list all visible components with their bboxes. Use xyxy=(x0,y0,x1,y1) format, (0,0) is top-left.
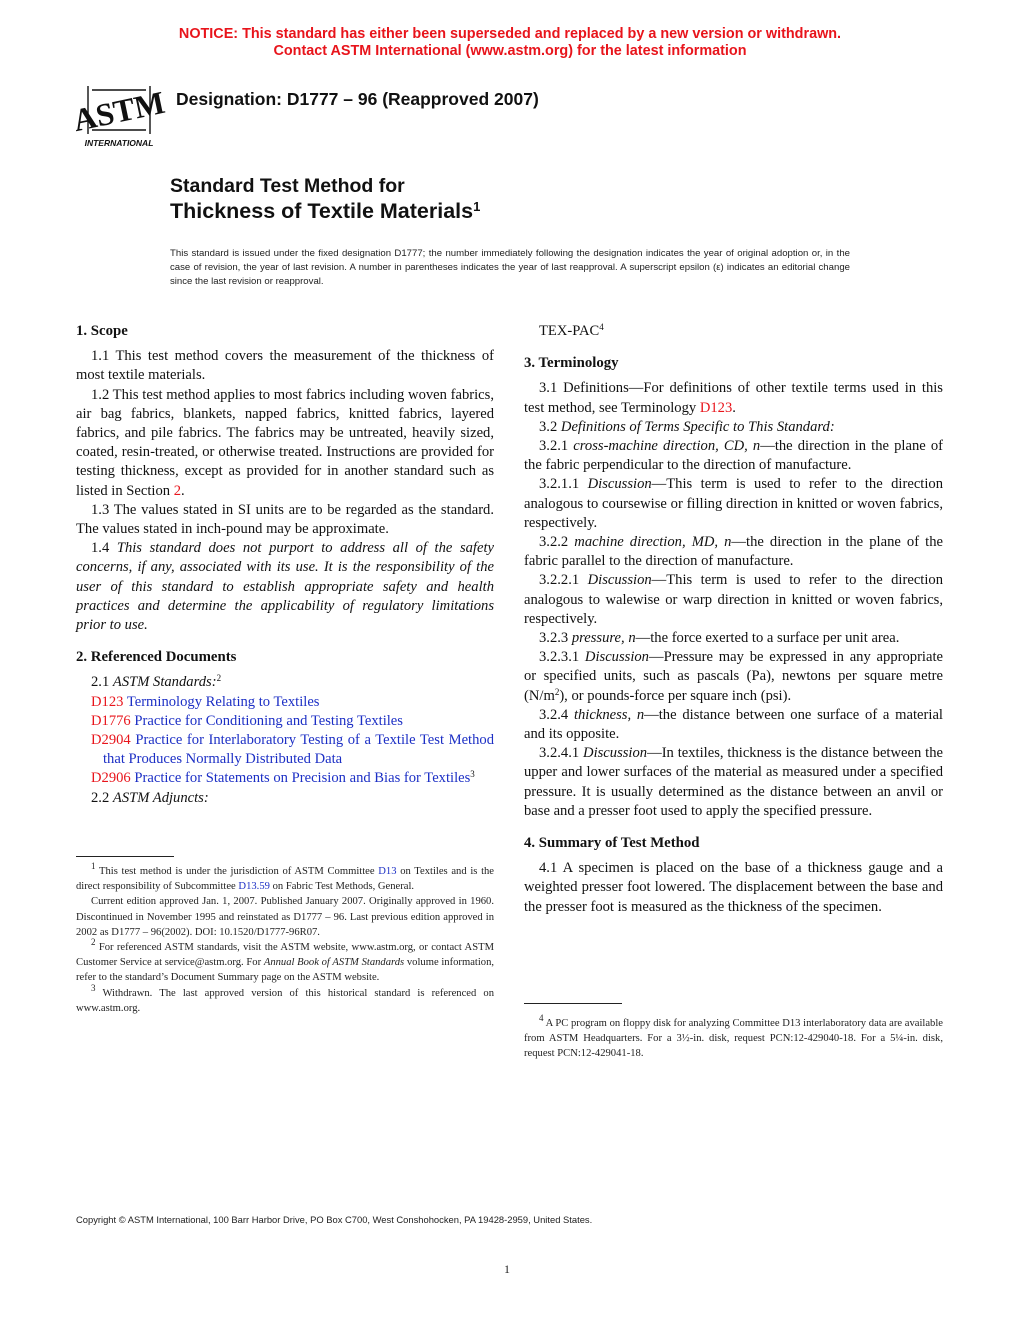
para-num: 3.2.1.1 xyxy=(539,476,580,493)
fn-num: 3 xyxy=(91,982,96,993)
discussion-text-b: ), or pounds-force per square inch (psi). xyxy=(559,687,792,704)
para-3-2-1 xyxy=(524,437,943,475)
ref-code[interactable]: D123 xyxy=(91,693,124,710)
fn1-text-a: This test method is under the jurisdiction of ASTM Committee xyxy=(99,866,375,877)
title-line-2-text: Thickness of Textile Materials xyxy=(170,199,474,223)
para-2-2 xyxy=(76,789,494,808)
texpac-adjunct xyxy=(524,322,943,341)
fn2-text-a: For referenced ASTM standards, visit the ASTM website, www.astm.org, or contact ASTM Customer Service at service@astm.org. For xyxy=(76,942,494,969)
ref-title[interactable]: Practice for Conditioning and Testing Textiles xyxy=(134,712,403,729)
para-num: 3.2.4.1 xyxy=(539,745,580,762)
logo-subtext: INTERNATIONAL xyxy=(84,138,154,148)
para-4-1: 4.1 A specimen is placed on the base of a thickness gauge and a weighted presser foot lowered. The displacement between the base and the presser foot is measured as the thickness of the specimen. xyxy=(524,860,943,915)
para-2-1 xyxy=(76,673,494,692)
para-2-2-text: ASTM Adjuncts: xyxy=(112,789,209,806)
copyright-line: Copyright © ASTM International, 100 Barr Harbor Drive, PO Box C700, West Conshohocken, PA 19428-2959, United States. xyxy=(76,1214,593,1225)
ref-d1776[interactable] xyxy=(76,712,494,731)
fn1-text-c: on Fabric Test Methods, General. xyxy=(272,881,415,893)
issuance-note: This standard is issued under the fixed designation D1777; the number immediately following the designation indicates the year of original adoption or, in the case of revision, the year of last revision. A number in parentheses indicates the year of last reapproval. A superscript epsilon (ε) indicates an editorial change since the last revision or reapproval. xyxy=(170,248,850,287)
para-num: 3.2.2.1 xyxy=(539,572,580,589)
texpac-text: TEX-PAC xyxy=(539,323,600,339)
notice-line-2: Contact ASTM International (www.astm.org) for the latest information xyxy=(273,43,747,59)
ref-code[interactable]: D2906 xyxy=(91,770,131,787)
footnote-rule-left xyxy=(76,856,174,857)
term: cross-machine direction, CD, n xyxy=(573,438,761,455)
footnote-1 xyxy=(76,861,495,894)
para-num: 3.2.3.1 xyxy=(539,649,580,666)
para-3-2-2 xyxy=(524,533,943,571)
para-3-2 xyxy=(524,418,943,437)
para-3-1-end: . xyxy=(732,399,736,416)
texpac-sup: 4 xyxy=(599,322,604,332)
para-1-4-num: 1.4 xyxy=(91,540,110,557)
ref-d2904[interactable] xyxy=(76,731,494,769)
discussion-label: Discussion xyxy=(584,649,649,666)
fn2-text-b: volume information, refer to the standard’s Document Summary page on the ASTM website. xyxy=(76,957,495,984)
para-3-2-2-1 xyxy=(524,571,943,629)
footnotes-left xyxy=(76,861,495,1016)
fn3-text: Withdrawn. The last approved version of this historical standard is referenced on www.astm.org. xyxy=(76,987,494,1014)
para-1-1: 1.1 This test method covers the measurement of the thickness of most textile materials. xyxy=(76,348,494,384)
astm-logo xyxy=(69,76,168,150)
notice-line-1: NOTICE: This standard has either been superseded and replaced by a new version or withdrawn. xyxy=(178,26,842,42)
para-1-4-text: This standard does not purport to address all of the safety concerns, if any, associated with its use. It is the responsibility of the user of this standard to establish appropriate safety and health practices and determine the applicability of regulatory limitations prior to use. xyxy=(76,540,494,634)
para-3-1-text: 3.1 Definitions—For definitions of other textile terms used in this test method, see Terminology xyxy=(524,380,943,416)
right-column xyxy=(524,322,943,917)
definition: —the distance between one surface of a material and its opposite. xyxy=(524,706,943,743)
title-line-1: Standard Test Method for xyxy=(170,175,405,197)
term: thickness, n xyxy=(573,706,645,723)
footnote-2 xyxy=(76,937,495,986)
para-1-2 xyxy=(76,386,494,501)
discussion-text: —This term is used to refer to the direction analogous to walewise or warp direction in knitted or woven fabrics, respectively. xyxy=(524,572,944,627)
ref-title[interactable]: Practice for Interlaboratory Testing of a Textile Test Method that Produces Normally Distributed Data xyxy=(103,732,494,768)
para-3-1 xyxy=(524,379,943,417)
footnote-rule-right xyxy=(524,1003,622,1004)
ref-title[interactable]: Practice for Statements on Precision and Bias for Textiles xyxy=(134,770,471,787)
para-2-2-num: 2.2 xyxy=(91,789,110,806)
para-num: 3.2.3 xyxy=(539,630,569,647)
definition: —the direction in the plane of the fabric parallel to the direction of manufacture. xyxy=(524,534,943,570)
ref-d123[interactable] xyxy=(76,693,494,712)
para-1-2-end: . xyxy=(181,482,185,499)
para-3-2-3-1 xyxy=(524,648,943,706)
footnote-3 xyxy=(76,982,494,1016)
fn1-text-b: on Textiles and is the direct responsibility of Subcommittee xyxy=(76,866,495,893)
para-2-1-text: ASTM Standards: xyxy=(112,674,217,691)
ref-d2906[interactable] xyxy=(76,769,494,788)
logo-mark-text: ASTM xyxy=(69,83,168,139)
discussion-text: —In textiles, thickness is the distance between the upper and lower surfaces of the material as measured under a specified pressure. It is usually determined as the distance between an anvil or base and a presser foot used to apply the specified pressure. xyxy=(524,745,943,819)
para-1-2-text: 1.2 This test method applies to most fabrics including woven fabrics, air bag fabrics, blankets, napped fabrics, knitted fabrics, layered fabrics, and pile fabrics. The fabrics may be untreated, heavily sized, coated, resin-treated, or otherwise treated. Instructions are provided for testing thickness, except as provided for in another standard such as listed in Section xyxy=(76,386,494,499)
fn2-italic: Annual Book of ASTM Standards xyxy=(263,957,405,969)
discussion-text-a: —Pressure may be expressed in any appropriate or specified units, such as pascals (Pa), newtons per square metre (N/m xyxy=(524,649,943,704)
d13-link[interactable]: D13 xyxy=(378,866,397,877)
para-num: 3.2.2 xyxy=(539,534,569,551)
para-3-2-text: Definitions of Terms Specific to This Standard: xyxy=(560,418,835,435)
para-1-3: 1.3 The values stated in SI units are to be regarded as the standard. The values stated in inch-pound may be approximate. xyxy=(76,501,494,538)
para-3-2-1-1 xyxy=(524,475,943,533)
document-title xyxy=(170,174,480,224)
discussion-text: —This term is used to refer to the direction analogous to coursewise or filling direction in knitted or woven fabrics, respectively. xyxy=(524,476,944,531)
term: machine direction, MD, n xyxy=(574,534,732,551)
para-3-2-num: 3.2 xyxy=(539,418,558,435)
para-3-2-3 xyxy=(524,629,943,648)
ref-sup: 3 xyxy=(470,769,475,780)
term: pressure, n xyxy=(571,630,636,647)
footnote-1-edition: Current edition approved Jan. 1, 2007. Published January 2007. Originally approved in 1960. Discontinued in November 1995 and reinstated as D1777 – 96. Last previous edition approved in 2002 as D1777 – 96(2002). DOI: 10.1520/D1777-96R07. xyxy=(76,896,494,938)
section-2-link[interactable]: 2 xyxy=(173,482,181,499)
discussion-label: Discussion xyxy=(583,745,648,762)
fn-num: 1 xyxy=(91,861,96,871)
section-4-heading: 4. Summary of Test Method xyxy=(524,835,700,852)
definition: —the force exerted to a surface per unit area. xyxy=(635,630,900,647)
ref-title[interactable]: Terminology Relating to Textiles xyxy=(126,693,320,710)
section-3-heading: 3. Terminology xyxy=(524,355,619,372)
designation: Designation: D1777 – 96 (Reapproved 2007) xyxy=(176,89,539,109)
para-num: 3.2.4 xyxy=(539,706,569,723)
astm-logo-icon xyxy=(69,76,168,150)
notice-banner xyxy=(0,26,1020,60)
left-column xyxy=(76,322,494,808)
footnotes-right xyxy=(524,1013,943,1062)
para-2-1-sup: 2 xyxy=(216,673,222,684)
ref-code[interactable]: D1776 xyxy=(91,712,131,729)
para-1-4 xyxy=(76,539,494,635)
para-2-1-num: 2.1 xyxy=(91,674,110,691)
section-1-heading: 1. Scope xyxy=(76,323,128,339)
fn-num: 4 xyxy=(539,1013,544,1023)
title-footnote-ref: 1 xyxy=(473,199,481,214)
d123-link[interactable]: D123 xyxy=(699,399,733,416)
d13-59-link[interactable]: D13.59 xyxy=(238,881,270,893)
squared-sup: 2 xyxy=(554,686,560,697)
title-line-2 xyxy=(170,198,480,224)
page-number: 1 xyxy=(504,1262,510,1276)
discussion-label: Discussion xyxy=(587,572,652,589)
para-num: 3.2.1 xyxy=(539,438,569,455)
section-2-heading: 2. Referenced Documents xyxy=(76,649,237,666)
footnote-4 xyxy=(524,1013,943,1062)
ref-code[interactable]: D2904 xyxy=(91,732,131,749)
definition: —the direction in the plane of the fabric perpendicular to the direction of manufacture. xyxy=(524,438,943,474)
fn4-text: A PC program on floppy disk for analyzing Committee D13 interlaboratory data are available from ASTM Headquarters. For a 3½-in. disk, request PCN:12-429040-18. For a 5¼-in. disk, request PCN:12-429041-18. xyxy=(524,1018,943,1060)
para-3-2-4-1 xyxy=(524,744,943,821)
para-3-2-4 xyxy=(524,706,943,744)
fn-num: 2 xyxy=(91,937,96,948)
discussion-label: Discussion xyxy=(587,476,652,493)
